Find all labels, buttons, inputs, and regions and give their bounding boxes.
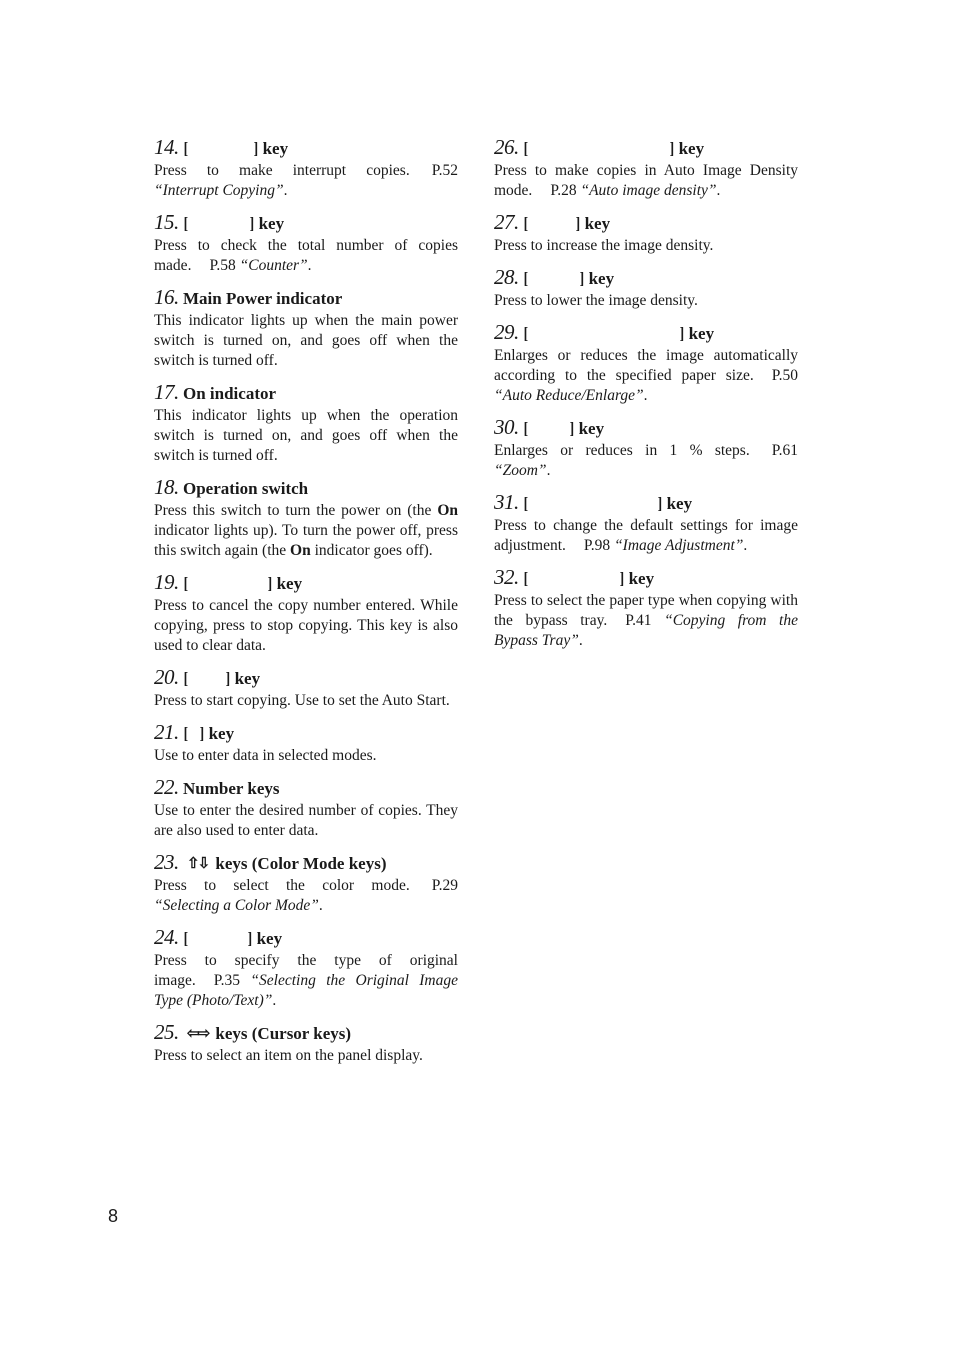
key-bracket-open: [ <box>183 669 189 688</box>
key-bracket-open: [ <box>523 269 529 288</box>
entry-number: 28. <box>494 265 519 289</box>
section-reference: “Copying from the Bypass Tray” <box>494 612 798 649</box>
section-reference: “Image Adjustment” <box>614 537 744 554</box>
entry-description: Press to make interrupt copies. P.52 “Interrupt Copying”. <box>154 162 458 199</box>
key-bracket-close: ] <box>253 139 258 158</box>
entry-heading <box>154 284 458 310</box>
section-reference: “Selecting a Color Mode” <box>154 897 319 914</box>
entry-28 <box>494 264 798 311</box>
right-column <box>494 134 798 659</box>
entry-description: Press to specify the type of original image. P.35 “Selecting the Original Image Type (Photo/Text)”. <box>154 952 459 1009</box>
page-reference: P.98 <box>583 537 611 554</box>
entry-heading <box>154 209 458 235</box>
entry-number: 27. <box>494 210 519 234</box>
entry-21 <box>154 719 458 766</box>
key-bracket-close: ] <box>225 669 230 688</box>
entry-heading <box>494 414 798 440</box>
key-bracket-open: [ <box>523 569 529 588</box>
key-suffix: key <box>258 214 285 233</box>
section-reference: “Interrupt Copying” <box>154 182 284 199</box>
page-reference: P.50 <box>771 367 798 384</box>
key-bracket-close: ] <box>619 569 624 588</box>
entry-description: Press to cancel the copy number entered. While copying, press to stop copying. This key is also used to clear data. <box>154 597 458 654</box>
key-bracket-open: [ <box>183 574 189 593</box>
entry-description: Press to change the default settings for image adjustment. P.98 “Image Adjustment”. <box>494 517 798 554</box>
entry-title: keys (Cursor keys) <box>215 1024 352 1043</box>
key-bracket-open: [ <box>183 724 189 743</box>
page-reference: P.61 <box>771 442 798 459</box>
key-bracket-open: [ <box>523 214 529 233</box>
entry-description: Enlarges or reduces the image automatically according to the specified paper size. P.50 “Auto Reduce/Enlarge”. <box>494 347 798 404</box>
page-reference: P.41 <box>625 612 652 629</box>
key-bracket-open: [ <box>523 419 529 438</box>
entry-number: 15. <box>154 210 179 234</box>
key-suffix: key <box>666 494 693 513</box>
entry-description: Press to select an item on the panel display. <box>154 1047 423 1064</box>
key-suffix: key <box>208 724 235 743</box>
entry-description: Press to make copies in Auto Image Density mode. P.28 “Auto image density”. <box>494 162 798 199</box>
entry-15 <box>154 209 458 276</box>
entry-heading <box>154 924 458 950</box>
section-reference: “Auto image density” <box>580 182 717 199</box>
key-suffix: key <box>584 214 611 233</box>
entry-number: 30. <box>494 415 519 439</box>
key-bracket-open: [ <box>523 139 529 158</box>
entry-18 <box>154 474 458 561</box>
key-bracket-open: [ <box>523 324 529 343</box>
section-reference: “Selecting the Original Image Type (Photo/Text)” <box>154 972 459 1009</box>
entry-23 <box>154 849 458 916</box>
entry-title: On indicator <box>183 384 277 403</box>
page-reference: P.58 <box>209 257 236 274</box>
entry-31 <box>494 489 798 556</box>
entry-description: Press to lower the image density. <box>494 292 698 309</box>
entry-description: This indicator lights up when the operation switch is turned on, and goes off when the switch is turned off. <box>154 407 458 464</box>
key-bracket-close: ] <box>679 324 684 343</box>
key-suffix: key <box>578 419 605 438</box>
page-number: 8 <box>108 1206 119 1226</box>
entry-heading <box>154 569 458 595</box>
section-reference: “Auto Reduce/Enlarge” <box>494 387 644 404</box>
entry-17 <box>154 379 458 466</box>
entry-title: Number keys <box>183 779 280 798</box>
section-reference: “Zoom” <box>494 462 547 479</box>
entry-description: This indicator lights up when the main power switch is turned on, and goes off when the switch is turned off. <box>154 312 458 369</box>
entry-number: 20. <box>154 665 179 689</box>
entry-number: 31. <box>494 490 519 514</box>
entry-22 <box>154 774 458 841</box>
key-bracket-open: [ <box>183 214 189 233</box>
key-bracket-close: ] <box>579 269 584 288</box>
entry-32 <box>494 564 798 651</box>
key-bracket-close: ] <box>569 419 574 438</box>
key-suffix: key <box>256 929 283 948</box>
entry-title: keys (Color Mode keys) <box>215 854 387 873</box>
entry-description: Press this switch to turn the power on (the On indicator lights up). To turn the power off, press this switch again (the On indicator goes off). <box>154 502 458 559</box>
entry-19 <box>154 569 458 656</box>
entry-description: Use to enter the desired number of copies. They are also used to enter data. <box>154 802 458 839</box>
entry-heading <box>494 564 798 590</box>
key-bracket-close: ] <box>575 214 580 233</box>
entry-14 <box>154 134 458 201</box>
entry-title: Main Power indicator <box>183 289 343 308</box>
entry-heading <box>494 319 798 345</box>
entry-description: Press to increase the image density. <box>494 237 714 254</box>
entry-number: 22. <box>154 775 179 799</box>
entry-number: 29. <box>494 320 519 344</box>
key-bracket-close: ] <box>249 214 254 233</box>
entry-number: 17. <box>154 380 179 404</box>
left-right-arrow-keys-icon: ⇦⇨ <box>187 1026 209 1042</box>
entry-heading <box>154 849 458 875</box>
entry-description: Press to select the paper type when copying with the bypass tray. P.41 “Copying from the Bypass Tray”. <box>494 592 798 649</box>
key-suffix: key <box>588 269 615 288</box>
entry-number: 19. <box>154 570 179 594</box>
key-bracket-open: [ <box>523 494 529 513</box>
entry-24 <box>154 924 458 1011</box>
entry-heading <box>154 474 458 500</box>
entry-description: Use to enter data in selected modes. <box>154 747 377 764</box>
entry-number: 14. <box>154 135 179 159</box>
key-bracket-open: [ <box>183 139 189 158</box>
entry-25 <box>154 1019 458 1066</box>
key-bracket-close: ] <box>199 724 204 743</box>
key-suffix: key <box>234 669 261 688</box>
entry-description: Press to start copying. Use to set the Auto Start. <box>154 692 450 709</box>
entry-number: 21. <box>154 720 179 744</box>
entry-30 <box>494 414 798 481</box>
entry-heading <box>494 209 798 235</box>
entry-number: 26. <box>494 135 519 159</box>
entry-number: 25. <box>154 1020 179 1044</box>
key-bracket-close: ] <box>657 494 662 513</box>
entry-number: 16. <box>154 285 179 309</box>
page-reference: P.35 <box>213 972 241 989</box>
entry-title: Operation switch <box>183 479 309 498</box>
entry-heading <box>154 1019 458 1045</box>
entry-29 <box>494 319 798 406</box>
key-suffix: key <box>628 569 655 588</box>
key-bracket-close: ] <box>247 929 252 948</box>
page-reference: P.28 <box>550 182 577 199</box>
entry-heading <box>154 664 458 690</box>
on-label: On <box>290 542 311 559</box>
entry-description: Press to check the total number of copies made. P.58 “Counter”. <box>154 237 458 274</box>
entry-number: 18. <box>154 475 179 499</box>
key-bracket-open: [ <box>183 929 189 948</box>
entry-heading <box>494 489 798 515</box>
entry-number: 23. <box>154 850 179 874</box>
key-suffix: key <box>276 574 303 593</box>
entry-number: 32. <box>494 565 519 589</box>
left-column <box>154 134 458 1074</box>
key-bracket-close: ] <box>669 139 674 158</box>
entry-16 <box>154 284 458 371</box>
key-suffix: key <box>688 324 715 343</box>
entry-heading <box>154 134 458 160</box>
page-reference: P.29 <box>431 877 458 894</box>
entry-26 <box>494 134 798 201</box>
up-down-arrow-keys-icon: ⇧⇩ <box>187 856 209 872</box>
entry-heading <box>154 719 458 745</box>
key-bracket-close: ] <box>267 574 272 593</box>
entry-heading <box>494 134 798 160</box>
entry-27 <box>494 209 798 256</box>
entry-heading <box>154 379 458 405</box>
entry-description: Enlarges or reduces in 1 % steps. P.61 “Zoom”. <box>494 442 798 479</box>
entry-number: 24. <box>154 925 179 949</box>
key-suffix: key <box>262 139 289 158</box>
entry-heading <box>494 264 798 290</box>
section-reference: “Counter” <box>239 257 308 274</box>
page-reference: P.52 <box>431 162 458 179</box>
key-suffix: key <box>678 139 705 158</box>
entry-description: Press to select the color mode. P.29 “Selecting a Color Mode”. <box>154 877 458 914</box>
entry-heading <box>154 774 458 800</box>
on-label: On <box>437 502 458 519</box>
entry-20 <box>154 664 458 711</box>
